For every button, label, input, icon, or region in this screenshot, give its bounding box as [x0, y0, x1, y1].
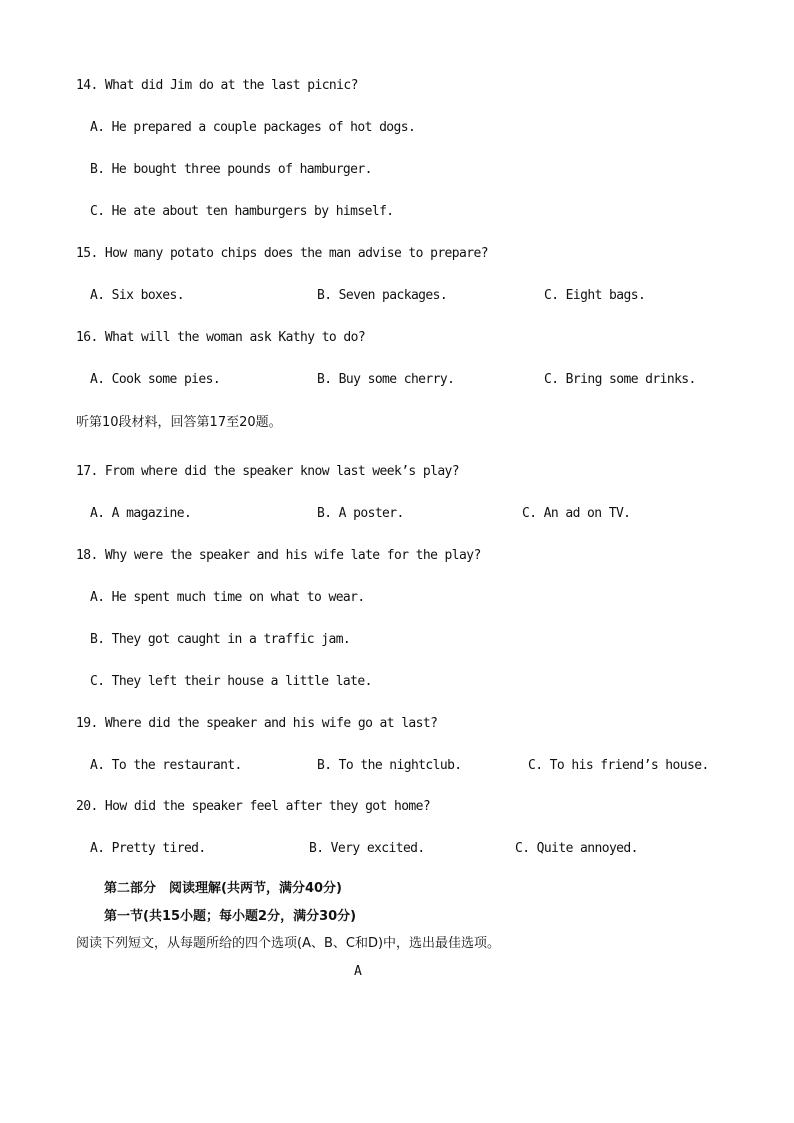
question-17: 17. From where did the speaker know last week’s play?	[76, 464, 460, 479]
q15-option-b: B. Seven packages.	[317, 288, 448, 303]
q16-option-c: C. Bring some drinks.	[544, 372, 696, 387]
q20-option-c: C. Quite annoyed.	[515, 841, 638, 856]
q20-option-a: A. Pretty tired.	[90, 841, 206, 856]
q14-option-b: B. He bought three pounds of hamburger.	[90, 162, 372, 177]
q19-option-c: C. To his friend’s house.	[528, 758, 709, 773]
q17-option-c: C. An ad on TV.	[522, 506, 631, 521]
q17-option-b: B. A poster.	[317, 506, 404, 521]
q14-option-a: A. He prepared a couple packages of hot dogs.	[90, 120, 416, 135]
part2-heading: 第二部分 阅读理解(共两节，满分40分)	[104, 881, 342, 896]
passage-label: A	[354, 964, 362, 979]
q18-option-c: C. They left their house a little late.	[90, 674, 372, 689]
question-19: 19. Where did the speaker and his wife go at last?	[76, 716, 438, 731]
question-20: 20. How did the speaker feel after they got home?	[76, 799, 431, 814]
q18-option-a: A. He spent much time on what to wear.	[90, 590, 365, 605]
question-14: 14. What did Jim do at the last picnic?	[76, 78, 358, 93]
question-15: 15. How many potato chips does the man advise to prepare?	[76, 246, 488, 261]
instruction-material-10: 听第10段材料，回答第17至20题。	[76, 415, 282, 430]
question-16: 16. What will the woman ask Kathy to do?	[76, 330, 366, 345]
q17-option-a: A. A magazine.	[90, 506, 192, 521]
q16-option-a: A. Cook some pies.	[90, 372, 221, 387]
question-18: 18. Why were the speaker and his wife late for the play?	[76, 548, 481, 563]
q15-option-a: A. Six boxes.	[90, 288, 184, 303]
q19-option-b: B. To the nightclub.	[317, 758, 462, 773]
section1-heading: 第一节(共15小题；每小题2分，满分30分)	[104, 909, 357, 924]
q16-option-b: B. Buy some cherry.	[317, 372, 455, 387]
reading-instruction: 阅读下列短文，从每题所给的四个选项(A、B、C和D)中，选出最佳选项。	[76, 936, 501, 951]
q15-option-c: C. Eight bags.	[544, 288, 646, 303]
q18-option-b: B. They got caught in a traffic jam.	[90, 632, 351, 647]
q14-option-c: C. He ate about ten hamburgers by himself.	[90, 204, 394, 219]
q19-option-a: A. To the restaurant.	[90, 758, 242, 773]
q20-option-b: B. Very excited.	[309, 841, 425, 856]
